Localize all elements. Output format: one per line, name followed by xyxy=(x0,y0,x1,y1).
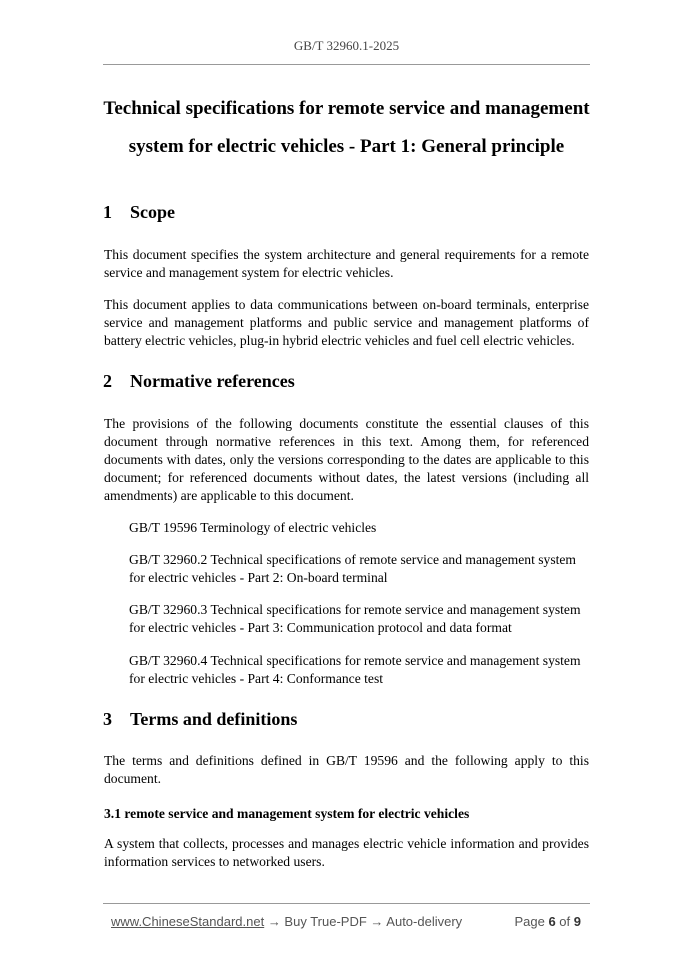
terms-paragraph: The terms and definitions defined in GB/T 19596 and the following apply to this document. xyxy=(104,753,589,786)
section-heading-terms xyxy=(103,709,297,730)
scope-paragraph-1: This document specifies the system architecture and general requirements for a remote service and management system for electric vehicles. xyxy=(104,247,589,280)
reference-item: GB/T 19596 Terminology of electric vehicles xyxy=(129,520,377,535)
page-footer xyxy=(111,914,581,929)
title-line-1: Technical specifications for remote service and management xyxy=(103,98,590,119)
page-current: 6 xyxy=(548,914,556,929)
term-3-1-definition: A system that collects, processes and manages electric vehicle information and provides information services to networked users. xyxy=(104,836,589,869)
document-code-header: GB/T 32960.1-2025 xyxy=(293,38,400,53)
section-number: 1 xyxy=(103,202,112,222)
term-3-1-heading: 3.1 remote service and management system for electric vehicles xyxy=(104,806,470,821)
scope-paragraph-2: This document applies to data communications between on-board terminals, enterprise service and management platforms and public service and management platforms of battery electric vehicles, plug-in hybrid electric vehicles and fuel cell electric vehicles. xyxy=(104,297,589,348)
reference-item: GB/T 32960.2 Technical specifications of remote service and management system for electric vehicles - Part 2: On-board terminal xyxy=(129,552,577,585)
reference-item: GB/T 32960.3 Technical specifications for remote service and management system for electric vehicles - Part 3: Communication protocol and data format xyxy=(129,602,581,635)
page-indicator xyxy=(514,914,581,929)
section-heading-scope xyxy=(103,202,175,223)
footer-divider xyxy=(103,903,590,904)
title-line-2: system for electric vehicles - Part 1: General principle xyxy=(128,136,565,157)
normative-paragraph: The provisions of the following documents constitute the essential clauses of this document through normative references in this text. Among them, for referenced documents with dates, only the versions corresponding to the dates are applicable to this document; for referenced documents without dates, the latest versions (including all amendments) are applicable to this document. xyxy=(104,416,589,503)
section-heading-normative-references xyxy=(103,371,295,392)
page-label: Page xyxy=(514,914,545,929)
section-title: Scope xyxy=(130,202,175,222)
page-total: 9 xyxy=(573,914,581,929)
site-link[interactable]: www.ChineseStandard.net xyxy=(111,914,265,929)
section-number: 2 xyxy=(103,371,112,391)
section-title: Normative references xyxy=(130,371,295,391)
section-number: 3 xyxy=(103,709,112,729)
section-title: Terms and definitions xyxy=(130,709,298,729)
header-divider xyxy=(103,64,590,65)
footer-links: → Buy True-PDF → Auto-delivery xyxy=(264,914,463,929)
reference-item: GB/T 32960.4 Technical specifications for remote service and management system for electric vehicles - Part 4: Conformance test xyxy=(129,653,581,686)
page-of: of xyxy=(559,914,571,929)
document-title xyxy=(103,90,590,166)
